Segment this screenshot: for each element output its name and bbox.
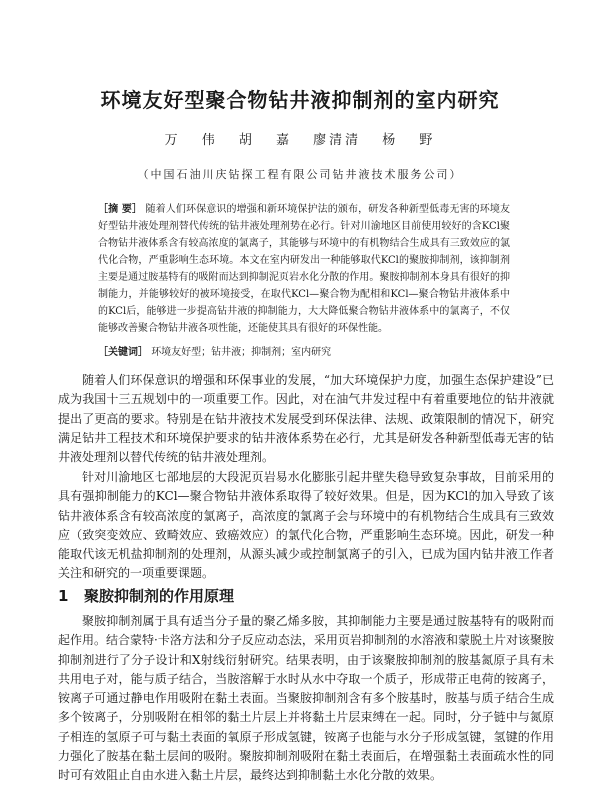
intro-paragraph-2: 针对川渝地区七部地层的大段泥页岩易水化膨胀引起井壁失稳导致复杂事故，目前采用的具有强抑制能力的KCl—聚合物钻井液体系取得了较好效果。但是，因为KCl的加入导致了该钻井液体系含有较高浓度的氯离子，高浓度的氯离子会与环境中的有机物结合生成具有三致效应（致突变效应、致畸效应、致癌效应）的氯代化合物，严重影响生态环境。因此，研发一种能取代该无机盐抑制剂的处理剂，从源头减少或控制氯离子的引入，已成为国内钻井液工作者关注和研究的一项重要课题。 bbox=[58, 470, 554, 581]
keywords bbox=[98, 346, 510, 360]
abstract-text: 随着人们环保意识的增强和新环境保护法的颁布，研发各种新型低毒无害的环境友好型钻井液处理剂替代传统的钻井液处理剂势在必行。针对川渝地区目前使用较好的含KCl聚合物钻井液体系含有较高浓度的氯离子，其能够与环境中的有机物结合生成具有三致效应的氯代化合物，严重影响生态环境。本文在室内研发出一种能够取代KCl的聚胺抑制剂，该抑制剂主要是通过胺基特有的吸附而达到抑制泥页岩水化分散的作用。聚胺抑制剂本身具有很好的抑制能力，并能够较好的被环境接受，在取代KCl—聚合物为配相和KCl—聚合物钻井液体系中的KCl后，能够进一步提高钻井液的抑制能力，大大降低聚合物钻井液体系中的氯离子，不仅能够改善聚合物钻井液各项性能，还能使其具有很好的环保性能。 bbox=[98, 204, 511, 334]
author-list: 万 伟 胡 嘉 廖清清 杨 野 bbox=[164, 133, 436, 148]
intro-paragraph-1: 随着人们环保意识的增强和环保事业的发展，“加大环境保护力度，加强生态保护建设”已成为我国十三五规划中的一项重要工作。因此，对在油气井发过程中有着重要地位的钻井液就提出了更高的要求。特别是在钻井液技术发展受到环保法律、法规、政策限制的情况下，研究满足钻井工程技术和环境保护要求的钻井液体系势在必行，尤其是研发各种新型低毒无害的钻井液处理剂以替代传统的钻井液处理剂。 bbox=[58, 373, 554, 465]
keywords-text: 环境友好型；钻井液；抑制剂；室内研究 bbox=[151, 347, 332, 358]
abstract bbox=[98, 201, 510, 337]
section-1-paragraph: 聚胺抑制剂属于具有适当分子量的聚乙烯多胺，其抑制能力主要是通过胺基特有的吸附而起作用。结合蒙特·卡洛方法和分子反应动态法，采用页岩抑制剂的水溶液和蒙脱土片对该聚胺抑制剂进行了分子设计和X射线衍射研究。结果表明，由于该聚胺抑制剂的胺基氮原子具有未共用电子对，能与质子结合，当胺溶解于水时从水中夺取一个质子，形成带正电荷的铵离子，铵离子可通过静电作用吸附在黏土表面。当聚胺抑制剂含有多个胺基时，胺基与质子结合生成多个铵离子，分别吸附在相邻的黏土片层上并将黏土片层束缚在一起。同时，分子链中与氮原子相连的氢原子可与黏土表面的氧原子形成氢键，铵离子也能与水分子形成氢键，氢键的作用力强化了胺基在黏土层间的吸附。聚胺抑制剂吸附在黏土表面后，在增强黏土表面疏水性的同时可有效阻止自由水进入黏土片层，最终达到抑制黏土水化分散的效果。 bbox=[58, 614, 554, 783]
author-affiliation: （中国石油川庆钻探工程有限公司钻井液技术服务公司） bbox=[137, 168, 463, 181]
section-title: 聚胺抑制剂的作用原理 bbox=[84, 587, 235, 605]
section-heading bbox=[58, 586, 554, 606]
section-number: 1 bbox=[58, 587, 69, 605]
paper-title: 环境友好型聚合物钻井液抑制剂的室内研究 bbox=[100, 88, 500, 112]
keywords-label: ［关键词］ bbox=[98, 347, 148, 358]
abstract-label: ［摘 要］ bbox=[98, 204, 143, 215]
